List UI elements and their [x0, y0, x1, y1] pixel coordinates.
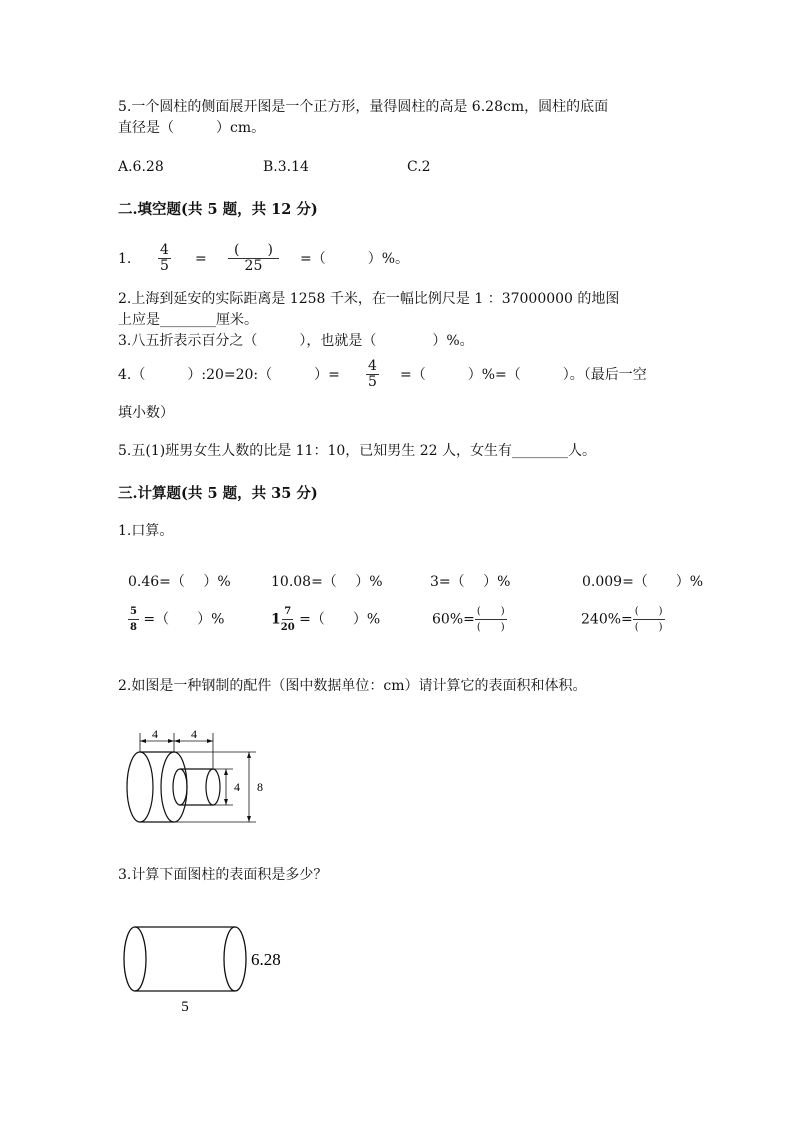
q5-option-a: A.6.28: [118, 159, 164, 175]
calc-row2-a: [128, 604, 224, 635]
calc-row2-b-whole: 1: [271, 611, 281, 628]
fill-q1-frac2-num: ( ): [228, 243, 279, 259]
fig1-label-top2: 4: [191, 727, 197, 741]
fig1-label-inner: 4: [234, 780, 240, 794]
calc-row2-c-head: 60%=: [432, 611, 475, 628]
calc-row1-item: 0.46=（ ）%: [128, 574, 231, 590]
fill-q4-a: 4.（ ）:20=20:（ ）=: [118, 367, 340, 383]
fill-q4-frac: [366, 359, 379, 390]
q5-option-c: C.2: [407, 159, 431, 175]
fill-q4-b: =（ ）%=（ ）。（最后一空: [400, 367, 647, 383]
calc-row2-b-tail: =（ ）%: [299, 611, 381, 628]
calc-row2-a-num: 5: [128, 604, 139, 620]
calc-row2-b-num: 7: [282, 604, 293, 620]
q5-line1: 5.一个圆柱的侧面展开图是一个正方形，量得圆柱的高是 6.28cm，圆柱的底面: [118, 99, 609, 115]
calc-row1-item: 0.009=（ ）%: [582, 574, 704, 590]
fig1-label-top1: 4: [152, 727, 158, 741]
calc-q2: 2.如图是一种钢制的配件（图中数据单位：cm）请计算它的表面积和体积。: [118, 678, 587, 694]
section2-title: 二.填空题(共 5 题，共 12 分): [118, 201, 318, 218]
q5-option-b: B.3.14: [263, 159, 309, 175]
cylinder-figure: [118, 920, 298, 1020]
section3-title: 三.计算题(共 5 题，共 35 分): [118, 485, 318, 502]
fill-q2-line2: 上应是________厘米。: [118, 312, 258, 328]
fill-q1-frac2-den: 25: [244, 258, 263, 274]
calc-row2-a-den: 8: [130, 622, 137, 633]
calc-row2-c-den: ( ): [476, 622, 505, 633]
steel-part-figure: [118, 725, 278, 830]
fill-q1-frac2: [228, 243, 279, 274]
calc-row2-c-num: ( ): [475, 604, 507, 620]
calc-row2-b-den: 20: [280, 622, 295, 633]
fill-q4-line2: 填小数）: [118, 405, 174, 421]
calc-row1-item: 10.08=（ ）%: [271, 574, 383, 590]
calc-q3: 3.计算下面图柱的表面积是多少？: [118, 867, 328, 883]
calc-row2-d: [581, 604, 665, 635]
calc-q1-title: 1.口算。: [118, 523, 174, 539]
q5-line2: 直径是（ ）cm。: [118, 120, 266, 136]
fill-q2-line1: 2.上海到延安的实际距离是 1258 千米，在一幅比例尺是 1 ：37000000 的地图: [118, 291, 620, 307]
fill-q5: 5.五(1)班男女生人数的比是 11：10，已知男生 22 人，女生有________人。: [118, 443, 596, 459]
fill-q1-tail: =（ ）%。: [300, 251, 410, 267]
calc-row2-b: [271, 604, 380, 635]
calc-row1-item: 3=（ ）%: [430, 574, 511, 590]
calc-row2-d-num: ( ): [633, 604, 665, 620]
fill-q4-frac-num: 4: [368, 358, 377, 374]
fill-q4-frac-den: 5: [368, 374, 377, 390]
calc-row2-d-den: ( ): [634, 622, 663, 633]
calc-row2-d-head: 240%=: [581, 611, 633, 628]
calc-row2-a-tail: =（ ）%: [143, 611, 225, 628]
fill-q1-frac-num: 4: [160, 242, 169, 258]
fill-q1-frac-den: 5: [160, 258, 169, 274]
fig2-label-bottom: 5: [181, 999, 189, 1015]
fill-q1-eq: =: [195, 251, 207, 267]
fill-q3: 3.八五折表示百分之（ ），也就是（ ）%。: [118, 333, 474, 349]
calc-row2-c: [432, 604, 507, 635]
fill-q1-num: 1.: [118, 251, 132, 267]
fill-q1-frac: [158, 243, 171, 274]
fig2-label-right: 6.28: [251, 950, 281, 969]
fig1-label-outer: 8: [257, 780, 263, 794]
